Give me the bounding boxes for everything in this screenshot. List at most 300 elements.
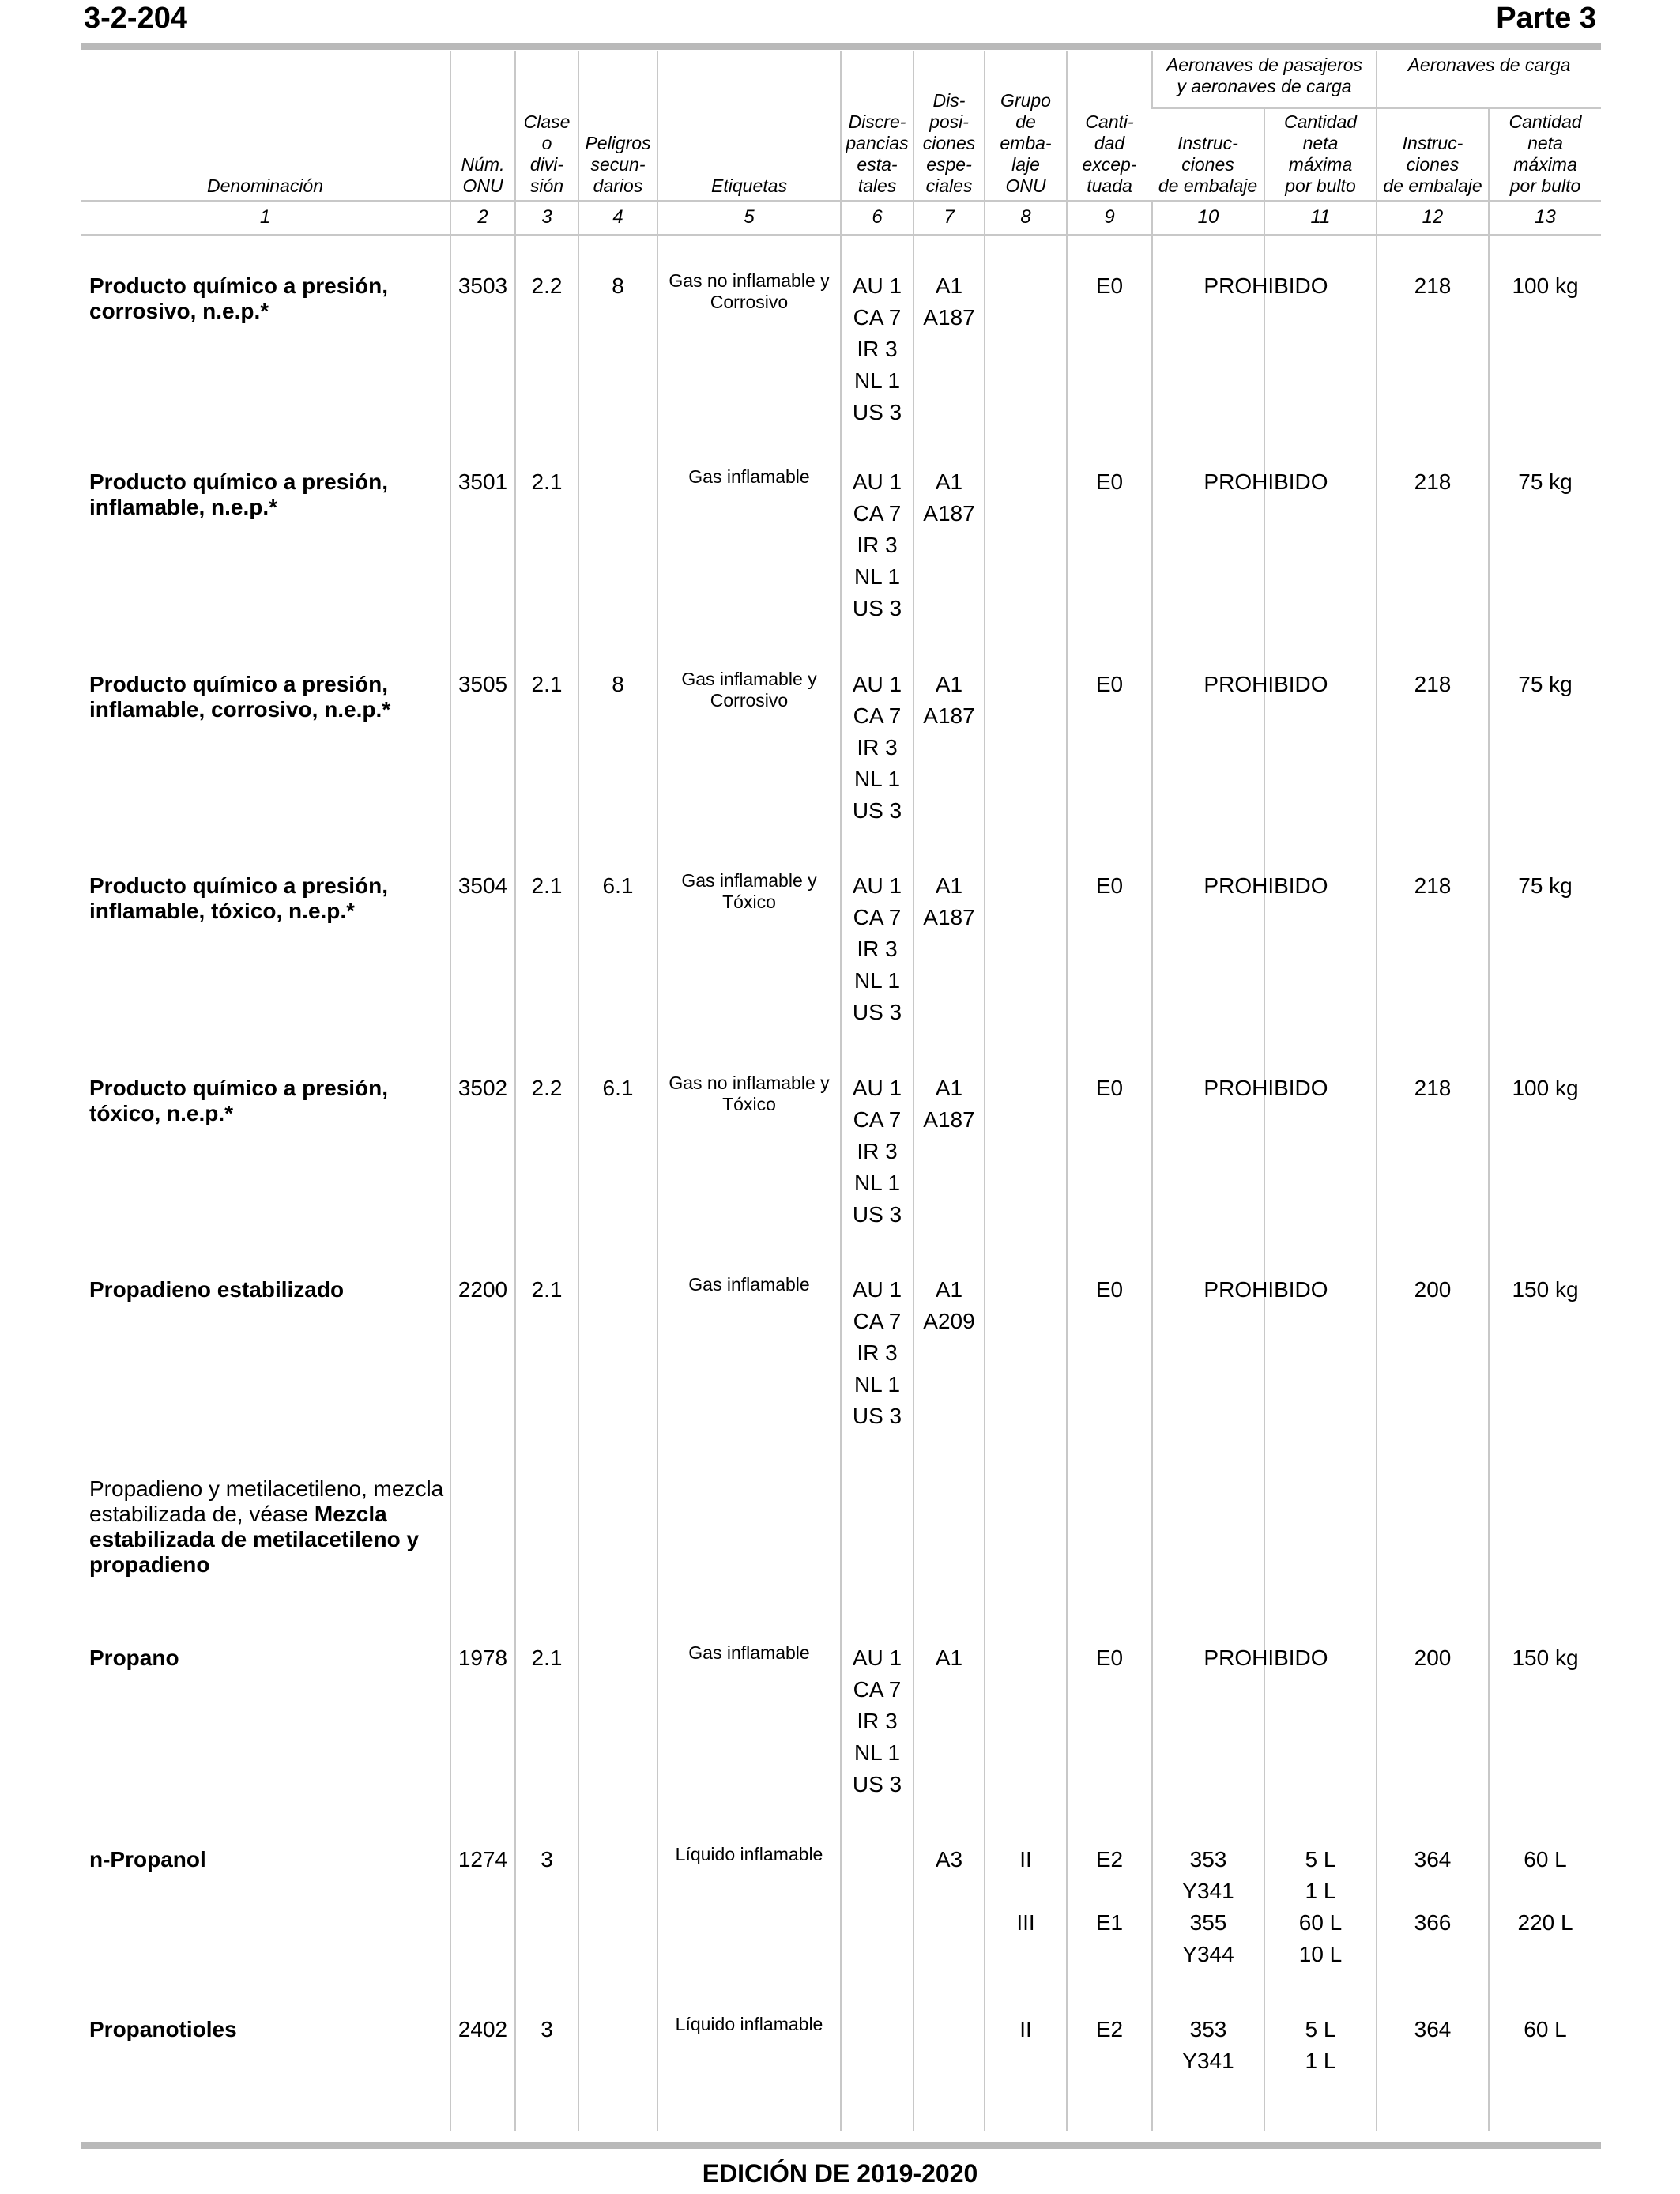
header-line: ciones — [922, 133, 976, 153]
substance-name: Propano — [89, 1646, 179, 1670]
forbidden-text: PROHIBIDO — [1203, 1646, 1328, 1670]
pax-net-quantity-value: 5 L — [1305, 2017, 1336, 2041]
class-division: 2.1 — [515, 840, 578, 1042]
state-variations-value: AU 1 — [852, 469, 902, 494]
packing-group — [985, 1984, 1067, 2131]
cargo-net-quantity — [1489, 840, 1601, 1042]
excepted-quantity — [1067, 235, 1152, 436]
special-provisions — [913, 1042, 985, 1244]
cargo-instructions-value: 364 — [1414, 1847, 1452, 1872]
state-variations-value: CA 7 — [853, 905, 902, 929]
cargo-net-quantity-value — [1490, 1939, 1601, 1970]
column-number: 12 — [1377, 201, 1489, 235]
pax-net-quantity-value: 1 L — [1305, 2049, 1336, 2073]
forbidden-text: PROHIBIDO — [1203, 1277, 1328, 1302]
excepted-quantity-value: E0 — [1095, 469, 1124, 494]
state-variations-value: AU 1 — [852, 273, 902, 298]
empty-cell — [913, 1446, 985, 1612]
excepted-quantity — [1067, 840, 1152, 1042]
state-variations-value: US 3 — [852, 400, 902, 424]
pax-instructions-value: 355 — [1189, 1910, 1227, 1935]
cargo-instructions — [1377, 840, 1489, 1042]
state-variations-value: US 3 — [852, 1202, 902, 1227]
empty-cell — [515, 1446, 578, 1612]
header-line: dad — [1094, 133, 1125, 153]
pax-instructions — [1152, 639, 1328, 840]
header-line: excep- — [1082, 154, 1137, 175]
packing-group-value: II — [1019, 2017, 1032, 2041]
packing-group — [985, 1244, 1067, 1446]
packing-group — [985, 436, 1067, 639]
header-line: máxima — [1288, 154, 1353, 175]
pax-net-quantity-value: 60 L — [1298, 1910, 1343, 1935]
empty-cell — [1067, 1446, 1152, 1612]
col-disposiciones — [913, 51, 985, 201]
column-number: 9 — [1067, 201, 1152, 235]
state-variations-value: AU 1 — [852, 672, 902, 696]
pax-instructions — [1152, 840, 1328, 1042]
pax-net-quantity — [1264, 1814, 1377, 1984]
forbidden-text: PROHIBIDO — [1203, 469, 1328, 494]
packing-group — [985, 840, 1067, 1042]
substance-name: Producto químico a presión, corrosivo, n.e.p.* — [89, 273, 389, 323]
substance-name: n-Propanol — [89, 1847, 206, 1872]
header-line: emba- — [1000, 133, 1052, 153]
header-line: laje — [1011, 154, 1040, 175]
un-number: 2200 — [450, 1244, 515, 1446]
cargo-instructions-value: 200 — [1414, 1646, 1452, 1670]
col-cantidad-exceptuada — [1067, 51, 1152, 201]
col-pax-cantidad — [1264, 108, 1377, 201]
cargo-instructions — [1377, 1244, 1489, 1446]
header-line: ciones — [1181, 154, 1234, 175]
state-variations-value: CA 7 — [853, 501, 902, 526]
excepted-quantity-value: E2 — [1095, 2017, 1124, 2041]
special-provisions-value: A187 — [923, 501, 975, 526]
cross-reference-entry — [81, 1446, 450, 1612]
excepted-quantity-value — [1068, 1875, 1151, 1907]
cargo-instructions — [1377, 235, 1489, 436]
special-provisions — [913, 1814, 985, 1984]
col-carga-instrucciones — [1377, 108, 1489, 201]
state-variations-value: US 3 — [852, 798, 902, 823]
pax-instructions-value: Y344 — [1182, 1942, 1234, 1966]
un-number: 3501 — [450, 436, 515, 639]
col-discrepancias — [841, 51, 913, 201]
header-line: ciones — [1406, 154, 1460, 175]
un-number: 3502 — [450, 1042, 515, 1244]
cargo-instructions — [1377, 1042, 1489, 1244]
state-variations-value: IR 3 — [857, 533, 898, 557]
cargo-instructions-value: 218 — [1414, 1076, 1452, 1100]
header-line: máxima — [1513, 154, 1577, 175]
group-pasajeros — [1152, 51, 1377, 108]
header-line: Instruc- — [1402, 133, 1463, 153]
header-line: Canti- — [1085, 111, 1134, 132]
un-number: 3505 — [450, 639, 515, 840]
cargo-net-quantity-value: 75 kg — [1518, 469, 1573, 494]
header-line: Cantidad — [1509, 111, 1582, 132]
header-line: divi- — [529, 154, 564, 175]
special-provisions — [913, 840, 985, 1042]
table-row — [81, 1814, 1601, 1984]
excepted-quantity — [1067, 1814, 1152, 1984]
header-line: ONU — [1005, 175, 1046, 196]
special-provisions-value: A209 — [923, 1309, 975, 1333]
hazard-label: Gas no inflamable y Tóxico — [657, 1042, 841, 1244]
cargo-net-quantity-value: 75 kg — [1518, 672, 1573, 696]
state-variations — [841, 1612, 913, 1814]
state-variations-value: US 3 — [852, 1772, 902, 1796]
forbidden-text: PROHIBIDO — [1203, 1076, 1328, 1100]
state-variations-value: US 3 — [852, 596, 902, 620]
state-variations-value: IR 3 — [857, 735, 898, 760]
special-provisions-value: A187 — [923, 905, 975, 929]
state-variations — [841, 639, 913, 840]
cargo-instructions-value — [1377, 1939, 1488, 1970]
forbidden-text: PROHIBIDO — [1203, 873, 1328, 898]
excepted-quantity — [1067, 1984, 1152, 2131]
substance-name: Propadieno estabilizado — [89, 1277, 345, 1302]
table-row — [81, 1984, 1601, 2131]
edition-footer: EDICIÓN DE 2019-2020 — [702, 2159, 978, 2188]
cargo-instructions-value: 366 — [1414, 1910, 1452, 1935]
state-variations-value: US 3 — [852, 1000, 902, 1024]
table-row — [81, 235, 1601, 436]
cargo-net-quantity — [1489, 1612, 1601, 1814]
state-variations-value: NL 1 — [853, 767, 901, 791]
excepted-quantity-value: E0 — [1095, 1646, 1124, 1670]
header-line: secun- — [590, 154, 646, 175]
excepted-quantity-value: E0 — [1095, 672, 1124, 696]
state-variations — [841, 235, 913, 436]
header-line: Cantidad — [1283, 111, 1358, 132]
excepted-quantity — [1067, 639, 1152, 840]
col-num-onu — [450, 51, 515, 201]
state-variations-value: IR 3 — [857, 337, 898, 361]
header-line: Instruc- — [1177, 133, 1238, 153]
cargo-instructions — [1377, 436, 1489, 639]
pax-net-quantity-value: 10 L — [1298, 1942, 1343, 1966]
state-variations-value: CA 7 — [853, 1107, 902, 1132]
cargo-net-quantity — [1489, 1244, 1601, 1446]
state-variations-value: NL 1 — [853, 564, 901, 589]
column-number: 3 — [515, 201, 578, 235]
pax-net-quantity-value: 5 L — [1305, 1847, 1336, 1872]
state-variations-value: CA 7 — [853, 305, 902, 330]
table-row — [81, 639, 1601, 840]
cargo-net-quantity — [1489, 639, 1601, 840]
state-variations-value: AU 1 — [852, 1646, 902, 1670]
header-line: Grupo — [1000, 90, 1051, 111]
cargo-net-quantity — [1489, 1042, 1601, 1244]
reference-text: Propadieno y metilacetileno, mezcla estabilizada de, véase — [89, 1476, 444, 1526]
col-etiquetas: Etiquetas — [657, 51, 841, 201]
col-denominacion: Denominación — [206, 175, 324, 196]
header-line: por bulto — [1285, 175, 1356, 196]
empty-cell — [1377, 1446, 1489, 1612]
subsidiary-hazard — [578, 1244, 657, 1446]
state-variations-value: NL 1 — [853, 1171, 901, 1195]
reference-target: Mezcla estabilizada de metilacetileno y propadieno — [89, 1502, 420, 1577]
cargo-instructions-value: 218 — [1414, 672, 1452, 696]
excepted-quantity — [1067, 436, 1152, 639]
packing-group-value: II — [1019, 1847, 1032, 1872]
excepted-quantity-value: E0 — [1095, 273, 1124, 298]
col-carga-cantidad — [1489, 108, 1601, 201]
special-provisions-value: A1 — [935, 1277, 963, 1302]
packing-group-value — [985, 1875, 1066, 1907]
pax-instructions — [1152, 1814, 1264, 1984]
cargo-instructions-value — [1377, 1875, 1488, 1907]
state-variations-value: US 3 — [852, 1404, 902, 1428]
cargo-net-quantity-value: 150 kg — [1512, 1277, 1579, 1302]
special-provisions — [913, 1244, 985, 1446]
cargo-net-quantity — [1489, 1984, 1601, 2131]
table-row — [81, 1042, 1601, 1244]
packing-group — [985, 1612, 1067, 1814]
hazard-label: Líquido inflamable — [657, 1984, 841, 2131]
special-provisions-value: A187 — [923, 1107, 975, 1132]
excepted-quantity-value: E0 — [1095, 1277, 1124, 1302]
header-line: tuada — [1087, 175, 1132, 196]
state-variations-value: IR 3 — [857, 1139, 898, 1163]
table-row — [81, 1244, 1601, 1446]
subsidiary-hazard: 8 — [578, 639, 657, 840]
hazard-label: Gas no inflamable y Corrosivo — [657, 235, 841, 436]
header-line: Peligros — [585, 133, 651, 153]
table-row — [81, 436, 1601, 639]
part-label: Parte 3 — [1496, 2, 1596, 35]
header-line: neta — [1527, 133, 1563, 153]
forbidden-text: PROHIBIDO — [1203, 672, 1328, 696]
header-line: sión — [529, 175, 564, 196]
table-row — [81, 1446, 1601, 1612]
bottom-rule — [81, 2142, 1601, 2149]
page-number: 3-2-204 — [84, 2, 187, 35]
cargo-instructions-value: 218 — [1414, 273, 1452, 298]
cargo-net-quantity — [1489, 235, 1601, 436]
pax-net-quantity-value: 1 L — [1305, 1879, 1336, 1903]
special-provisions-value: A1 — [935, 672, 963, 696]
forbidden-text: PROHIBIDO — [1203, 273, 1328, 298]
header-line: Aeronaves de pasajeros — [1166, 55, 1363, 75]
dangerous-goods-table — [81, 51, 1601, 2131]
header-line: Clase — [523, 111, 571, 132]
cargo-instructions — [1377, 1984, 1489, 2131]
special-provisions-value: A3 — [935, 1847, 963, 1872]
col-pax-instrucciones — [1152, 108, 1264, 201]
un-number: 1978 — [450, 1612, 515, 1814]
top-rule — [81, 43, 1601, 50]
column-number: 8 — [985, 201, 1067, 235]
special-provisions — [913, 639, 985, 840]
group-carga: Aeronaves de carga — [1377, 51, 1601, 108]
state-variations-value: NL 1 — [853, 1740, 901, 1765]
header-line: Núm. — [461, 154, 505, 175]
header-line: ONU — [462, 175, 503, 196]
packing-group-value — [985, 1939, 1066, 1970]
class-division: 2.2 — [515, 1042, 578, 1244]
hazard-label: Gas inflamable — [657, 436, 841, 639]
pax-instructions — [1152, 235, 1328, 436]
col-grupo — [985, 51, 1067, 201]
packing-group — [985, 639, 1067, 840]
un-number: 2402 — [450, 1984, 515, 2131]
packing-group — [985, 1042, 1067, 1244]
state-variations-value: AU 1 — [852, 1277, 902, 1302]
header-line: ciales — [925, 175, 973, 196]
cargo-net-quantity-value: 75 kg — [1518, 873, 1573, 898]
packing-group-value: III — [1016, 1910, 1035, 1935]
pax-instructions — [1152, 1042, 1328, 1244]
header-line: espe- — [926, 154, 972, 175]
header-line: posi- — [929, 111, 969, 132]
pax-instructions-value: Y341 — [1182, 1879, 1234, 1903]
un-number: 3504 — [450, 840, 515, 1042]
un-number: 3503 — [450, 235, 515, 436]
subsidiary-hazard: 6.1 — [578, 1042, 657, 1244]
excepted-quantity-value: E0 — [1095, 873, 1124, 898]
table-row — [81, 1612, 1601, 1814]
column-number: 13 — [1489, 201, 1601, 235]
packing-group — [985, 1814, 1067, 1984]
special-provisions — [913, 235, 985, 436]
state-variations-value: NL 1 — [853, 368, 901, 393]
empty-cell — [841, 1446, 913, 1612]
cargo-net-quantity-value: 150 kg — [1512, 1646, 1579, 1670]
substance-name: Propanotioles — [89, 2017, 237, 2041]
class-division: 2.2 — [515, 235, 578, 436]
header-line: o — [541, 133, 552, 153]
substance-name: Producto químico a presión, inflamable, tóxico, n.e.p.* — [89, 873, 389, 923]
cargo-net-quantity-value: 100 kg — [1512, 1076, 1579, 1100]
empty-cell — [657, 1446, 841, 1612]
state-variations — [841, 1984, 913, 2131]
un-number: 1274 — [450, 1814, 515, 1984]
column-number: 5 — [657, 201, 841, 235]
col-clase — [515, 51, 578, 201]
empty-cell — [985, 1446, 1067, 1612]
col-peligros — [578, 51, 657, 201]
pax-instructions — [1152, 1984, 1264, 2131]
column-number: 1 — [81, 201, 450, 235]
state-variations — [841, 436, 913, 639]
cargo-net-quantity-value: 60 L — [1524, 2017, 1567, 2041]
empty-cell — [1489, 1446, 1601, 1612]
class-division: 2.1 — [515, 1612, 578, 1814]
subsidiary-hazard — [578, 1814, 657, 1984]
header-line: por bulto — [1509, 175, 1581, 196]
state-variations-value: IR 3 — [857, 1709, 898, 1733]
special-provisions-value: A1 — [935, 273, 963, 298]
state-variations-value: CA 7 — [853, 1677, 902, 1702]
cargo-net-quantity-value: 100 kg — [1512, 273, 1579, 298]
class-division: 3 — [515, 1984, 578, 2131]
header-line: de embalaje — [1158, 175, 1258, 196]
state-variations-value: CA 7 — [853, 1309, 902, 1333]
substance-name: Producto químico a presión, tóxico, n.e.p.* — [89, 1076, 389, 1125]
header-line: tales — [857, 175, 897, 196]
header-line: Dis- — [932, 90, 966, 111]
subsidiary-hazard — [578, 1612, 657, 1814]
state-variations-value: AU 1 — [852, 1076, 902, 1100]
state-variations — [841, 1042, 913, 1244]
class-division: 2.1 — [515, 639, 578, 840]
cargo-instructions-value: 218 — [1414, 873, 1452, 898]
cargo-net-quantity-value: 60 L — [1524, 1847, 1567, 1872]
cargo-instructions-value: 200 — [1414, 1277, 1452, 1302]
cargo-instructions — [1377, 1814, 1489, 1984]
special-provisions-value: A1 — [935, 1076, 963, 1100]
hazard-label: Gas inflamable y Tóxico — [657, 840, 841, 1042]
pax-instructions-value: Y341 — [1182, 2049, 1234, 2073]
empty-cell — [450, 1446, 515, 1612]
header-line: neta — [1302, 133, 1339, 153]
header-line: esta- — [857, 154, 898, 175]
state-variations-value: NL 1 — [853, 968, 901, 993]
cargo-net-quantity — [1489, 436, 1601, 639]
special-provisions — [913, 436, 985, 639]
header-line: Discre- — [848, 111, 906, 132]
pax-instructions-value: 353 — [1189, 2017, 1227, 2041]
special-provisions — [913, 1984, 985, 2131]
excepted-quantity-value — [1068, 1939, 1151, 1970]
excepted-quantity-value: E0 — [1095, 1076, 1124, 1100]
class-division: 2.1 — [515, 436, 578, 639]
header-line: y aeronaves de carga — [1177, 76, 1352, 96]
special-provisions-value: A1 — [935, 873, 963, 898]
substance-name: Producto químico a presión, inflamable, n.e.p.* — [89, 469, 389, 519]
hazard-label: Gas inflamable — [657, 1244, 841, 1446]
state-variations-value: CA 7 — [853, 703, 902, 728]
hazard-label: Líquido inflamable — [657, 1814, 841, 1984]
excepted-quantity — [1067, 1042, 1152, 1244]
state-variations — [841, 1244, 913, 1446]
subsidiary-hazard: 8 — [578, 235, 657, 436]
column-number: 6 — [841, 201, 913, 235]
column-number: 11 — [1264, 201, 1377, 235]
cargo-instructions — [1377, 1612, 1489, 1814]
subsidiary-hazard — [578, 436, 657, 639]
packing-group — [985, 235, 1067, 436]
subsidiary-hazard — [578, 1984, 657, 2131]
cargo-net-quantity-value — [1490, 1875, 1601, 1907]
excepted-quantity — [1067, 1612, 1152, 1814]
hazard-label: Gas inflamable — [657, 1612, 841, 1814]
pax-instructions — [1152, 1244, 1328, 1446]
class-division: 2.1 — [515, 1244, 578, 1446]
special-provisions-value: A187 — [923, 305, 975, 330]
column-number: 2 — [450, 201, 515, 235]
empty-cell — [1264, 1446, 1377, 1612]
pax-net-quantity — [1264, 235, 1377, 436]
cargo-instructions-value: 364 — [1414, 2017, 1452, 2041]
column-number-row — [81, 201, 1601, 235]
hazard-label: Gas inflamable y Corrosivo — [657, 639, 841, 840]
pax-instructions-value: 353 — [1189, 1847, 1227, 1872]
state-variations-value: NL 1 — [853, 1372, 901, 1397]
column-number: 7 — [913, 201, 985, 235]
excepted-quantity-value: E2 — [1095, 1847, 1124, 1872]
header-line: pancias — [846, 133, 909, 153]
header-line: darios — [593, 175, 643, 196]
excepted-quantity-value: E1 — [1095, 1910, 1124, 1935]
subsidiary-hazard: 6.1 — [578, 840, 657, 1042]
state-variations-value: AU 1 — [852, 873, 902, 898]
state-variations-value: IR 3 — [857, 1340, 898, 1365]
cargo-instructions-value: 218 — [1414, 469, 1452, 494]
